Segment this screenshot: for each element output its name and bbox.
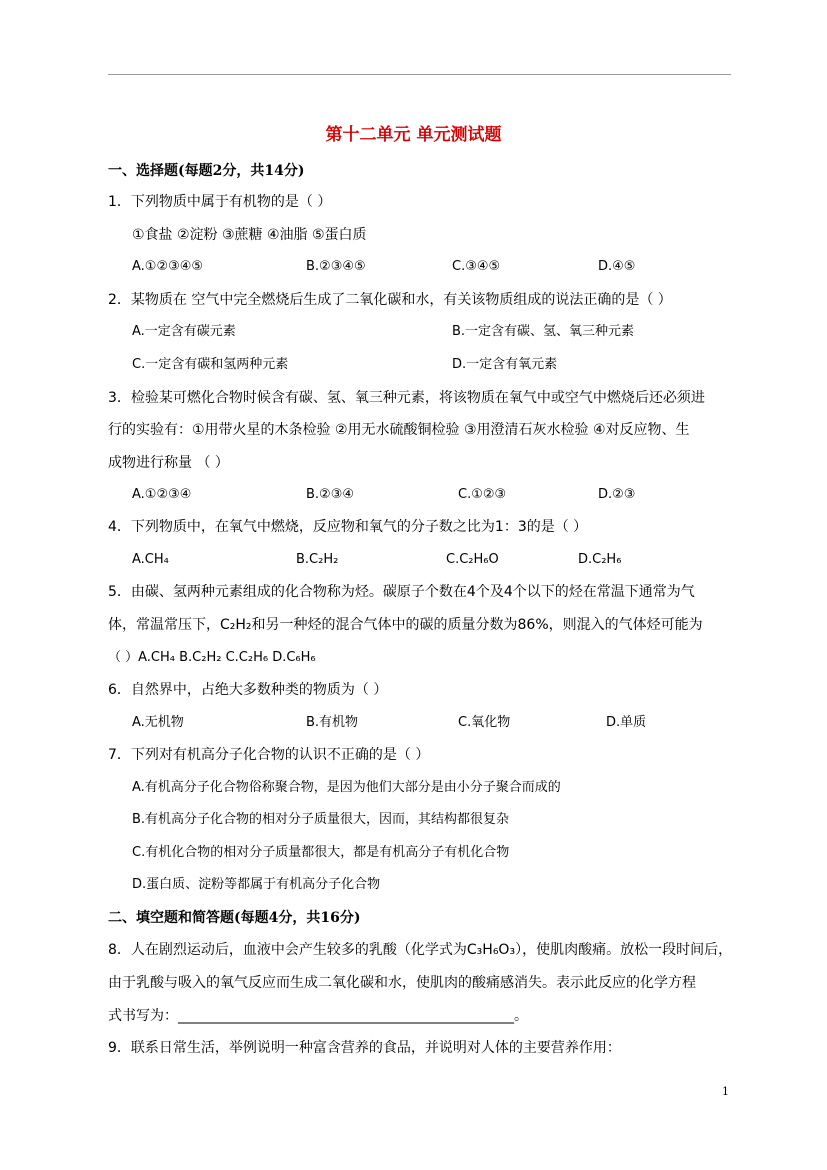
q4-option-a: A.CH₄ bbox=[132, 552, 169, 567]
q1-option-c: C.③④⑤ bbox=[452, 259, 501, 274]
q2-option-c: C.一定含有碳和氢两种元素 bbox=[132, 357, 289, 372]
section-heading-fill: 二、填空题和简答题(每题4分，共16分) bbox=[108, 910, 361, 926]
q2-option-b: B.一定含有碳、氢、氧三种元素 bbox=[452, 324, 635, 339]
q1-option-d: D.④⑤ bbox=[598, 259, 636, 274]
question-4-stem: 4．下列物质中，在氧气中燃烧，反应物和氧气的分子数之比为1：3的是（ ） bbox=[108, 519, 588, 535]
question-3-line-3: 成物进行称量 （ ） bbox=[108, 455, 229, 471]
q1-option-a: A.①②③④⑤ bbox=[132, 259, 204, 274]
question-6-stem: 6．自然界中，占绝大多数种类的物质为（ ） bbox=[108, 682, 388, 698]
q3-option-a: A.①②③④ bbox=[132, 487, 192, 502]
page-number: 1 bbox=[722, 1085, 729, 1098]
question-3-line-1: 3．检验某可燃化合物时候含有碳、氢、氧三种元素，将该物质在氧气中或空气中燃烧后还必须进 bbox=[108, 390, 705, 406]
q4-option-d: D.C₂H₆ bbox=[578, 552, 622, 567]
question-7-stem: 7．下列对有机高分子化合物的认识不正确的是（ ） bbox=[108, 747, 430, 763]
question-5-line-1: 5．由碳、氢两种元素组成的化合物称为烃。碳原子个数在4个及4个以下的烃在常温下通常为气 bbox=[108, 584, 695, 600]
q7-option-d: D.蛋白质、淀粉等都属于有机高分子化合物 bbox=[132, 877, 381, 892]
q1-option-b: B.②③④⑤ bbox=[306, 259, 366, 274]
q6-option-d: D.单质 bbox=[606, 715, 647, 730]
question-5-line-2: 体，常温常压下，C₂H₂和另一种烃的混合气体中的碳的质量分数为86%，则混入的气体烃可能为 bbox=[108, 617, 703, 633]
question-8-line-2: 由于乳酸与吸入的氧气反应而生成二氧化碳和水，使肌肉的酸痛感消失。表示此反应的化学方程 bbox=[108, 975, 696, 991]
q3-option-d: D.②③ bbox=[598, 487, 636, 502]
question-5-line-3: （ ）A.CH₄ B.C₂H₂ C.C₂H₆ D.C₆H₆ bbox=[108, 650, 316, 665]
header-rule bbox=[108, 74, 731, 75]
q3-option-c: C.①②③ bbox=[458, 487, 507, 502]
q7-option-a: A.有机高分子化合物俗称聚合物，是因为他们大部分是由小分子聚合而成的 bbox=[132, 780, 561, 795]
q6-option-a: A.无机物 bbox=[132, 715, 184, 730]
q2-option-d: D.一定含有氧元素 bbox=[452, 357, 558, 372]
section-heading-choice: 一、选择题(每题2分，共14分) bbox=[108, 163, 305, 179]
question-1-list: ①食盐 ②淀粉 ③蔗糖 ④油脂 ⑤蛋白质 bbox=[132, 227, 367, 243]
question-9-stem: 9．联系日常生活，举例说明一种富含营养的食品，并说明对人体的主要营养作用： bbox=[108, 1040, 621, 1056]
q4-option-c: C.C₂H₆O bbox=[446, 552, 499, 567]
q6-option-c: C.氧化物 bbox=[458, 715, 511, 730]
q3-option-b: B.②③④ bbox=[306, 487, 355, 502]
q6-option-b: B.有机物 bbox=[306, 715, 359, 730]
question-1-stem: 1．下列物质中属于有机物的是（ ） bbox=[108, 194, 332, 210]
page-title: 第十二单元 单元测试题 bbox=[325, 125, 502, 145]
question-8-line-3: 式书写为：________________________________________________。 bbox=[108, 1008, 528, 1024]
question-2-stem: 2．某物质在 空气中完全燃烧后生成了二氧化碳和水，有关该物质组成的说法正确的是（ ） bbox=[108, 292, 672, 308]
q7-option-b: B.有机高分子化合物的相对分子质量很大，因而，其结构都很复杂 bbox=[132, 812, 510, 827]
q7-option-c: C.有机化合物的相对分子质量都很大，都是有机高分子有机化合物 bbox=[132, 845, 510, 860]
q4-option-b: B.C₂H₂ bbox=[296, 552, 339, 567]
q2-option-a: A.一定含有碳元素 bbox=[132, 324, 236, 339]
question-3-line-2: 行的实验有：①用带火星的木条检验 ②用无水硫酸铜检验 ③用澄清石灰水检验 ④对反应物、生 bbox=[108, 422, 690, 438]
question-8-line-1: 8．人在剧烈运动后，血液中会产生较多的乳酸（化学式为C₃H₆O₃），使肌肉酸痛。放松一段时间后， bbox=[108, 942, 733, 958]
